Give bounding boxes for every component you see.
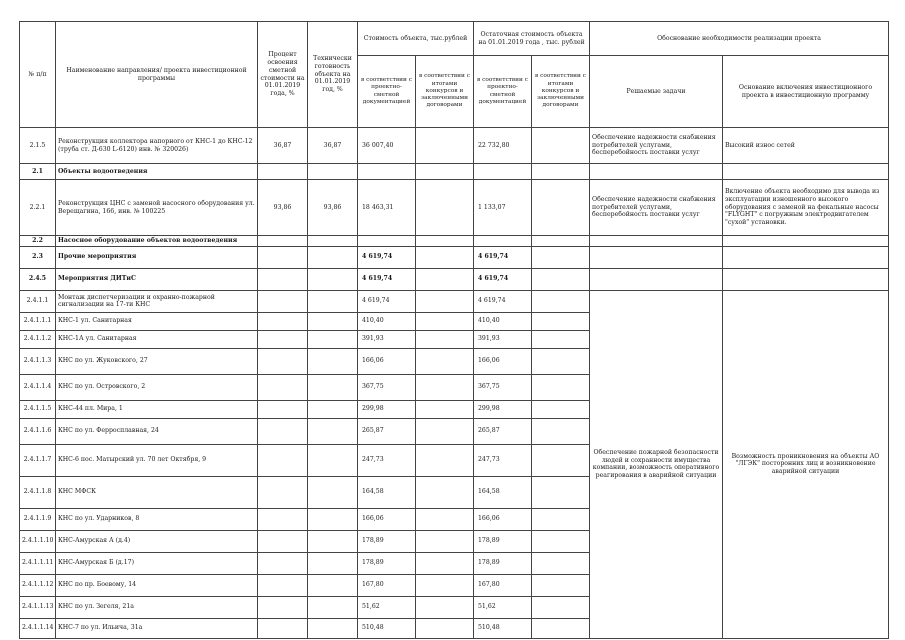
merged-basis: Возможность проникновения на объекты АО "ЛГЭК" посторонних лиц и возникновение аварийной ситуации bbox=[723, 290, 889, 638]
row-num: 2.4.1.1 bbox=[20, 290, 56, 312]
row-num: 2.4.5 bbox=[20, 268, 56, 290]
row-cost: 18 463,31 bbox=[358, 180, 416, 236]
row-cost: 367,75 bbox=[358, 374, 416, 400]
row-cost: 265,87 bbox=[358, 418, 416, 444]
header-rest-group: Остаточная стоимость объекта на 01.01.2019 года , тыс. рублей bbox=[474, 22, 590, 56]
table-row bbox=[20, 180, 889, 236]
row-rest: 22 732,80 bbox=[474, 128, 532, 164]
header-cost-b: в соответствии с итогами конкурсов и заключенными договорами bbox=[416, 56, 474, 128]
row-rest: 51,62 bbox=[474, 596, 532, 618]
row-cost-contract bbox=[416, 180, 474, 236]
row-num: 2.4.1.1.11 bbox=[20, 552, 56, 574]
row-cost: 510,48 bbox=[358, 618, 416, 638]
row-rest: 299,98 bbox=[474, 400, 532, 418]
row-rest: 410,40 bbox=[474, 312, 532, 330]
row-basis: Включение объекта необходимо для вывода из эксплуатации изношенного высокого оборудования с заменой на фекальные насосы "FLYGHT" с погружным электродвигателем "сухой" установки. bbox=[723, 180, 889, 236]
row-name: Монтаж диспетчеризации и охранно-пожарной сигнализации на 17-ти КНС bbox=[56, 290, 258, 312]
row-num: 2.4.1.1.10 bbox=[20, 530, 56, 552]
row-name: Мероприятия ДИТиС bbox=[56, 268, 258, 290]
row-rest: 178,89 bbox=[474, 530, 532, 552]
row-tech: 93,86 bbox=[308, 180, 358, 236]
row-num: 2.4.1.1.1 bbox=[20, 312, 56, 330]
row-cost: 36 007,40 bbox=[358, 128, 416, 164]
row-tech: 36,87 bbox=[308, 128, 358, 164]
row-rest-contract bbox=[532, 180, 590, 236]
row-num: 2.4.1.1.13 bbox=[20, 596, 56, 618]
row-cost: 164,58 bbox=[358, 476, 416, 508]
row-rest: 166,06 bbox=[474, 348, 532, 374]
row-rest-contract bbox=[532, 128, 590, 164]
row-rest: 4 619,74 bbox=[474, 246, 532, 268]
table-row bbox=[20, 246, 889, 268]
row-name: КНС-1А ул. Санитарная bbox=[56, 330, 258, 348]
row-task: Обеспечение надежности снабжения потребителей услугами, бесперебойность поставки услуг bbox=[590, 128, 723, 164]
row-rest: 4 619,74 bbox=[474, 268, 532, 290]
row-num: 2.4.1.1.7 bbox=[20, 444, 56, 476]
row-name: КНС по ул. Ферросплавная, 24 bbox=[56, 418, 258, 444]
row-cost: 178,89 bbox=[358, 552, 416, 574]
row-rest: 167,80 bbox=[474, 574, 532, 596]
row-name: КНС по ул. Ударников, 8 bbox=[56, 508, 258, 530]
row-rest: 164,58 bbox=[474, 476, 532, 508]
row-num: 2.4.1.1.4 bbox=[20, 374, 56, 400]
row-num: 2.2.1 bbox=[20, 180, 56, 236]
row-num: 2.4.1.1.14 bbox=[20, 618, 56, 638]
row-name: КНС по ул. Жуковского, 27 bbox=[56, 348, 258, 374]
row-name: КНС-7 по ул. Ильича, 31а bbox=[56, 618, 258, 638]
row-cost: 178,89 bbox=[358, 530, 416, 552]
header-rest-b: в соответствии с итогами конкурсов и заключенными договорами bbox=[532, 56, 590, 128]
row-rest: 367,75 bbox=[474, 374, 532, 400]
row-rest: 247,73 bbox=[474, 444, 532, 476]
row-name: КНС по ул. Островского, 2 bbox=[56, 374, 258, 400]
row-cost: 166,06 bbox=[358, 348, 416, 374]
investment-program-table bbox=[19, 21, 889, 639]
row-name: Насосное оборудование объектов водоотведения bbox=[56, 236, 258, 247]
header-just-b: Основание включения инвестиционного проекта в инвестиционную программу bbox=[723, 56, 889, 128]
row-num: 2.3 bbox=[20, 246, 56, 268]
row-cost: 4 619,74 bbox=[358, 290, 416, 312]
row-num: 2.4.1.1.2 bbox=[20, 330, 56, 348]
row-name: Прочие мероприятия bbox=[56, 246, 258, 268]
row-cost: 4 619,74 bbox=[358, 246, 416, 268]
row-rest: 4 619,74 bbox=[474, 290, 532, 312]
row-num: 2.4.1.1.3 bbox=[20, 348, 56, 374]
row-name: КНС-Амурская А (д.4) bbox=[56, 530, 258, 552]
merged-task: Обеспечение пожарной безопасности людей и сохранности имущества компании, возможность оперативного реагирования в аварийной ситуации bbox=[590, 290, 723, 638]
row-rest: 510,48 bbox=[474, 618, 532, 638]
table-row bbox=[20, 236, 889, 247]
row-name: КНС-Амурская Б (д.17) bbox=[56, 552, 258, 574]
table-row bbox=[20, 290, 889, 312]
row-num: 2.2 bbox=[20, 236, 56, 247]
row-name: КНС-6 пос. Матырский ул. 70 лет Октября, 9 bbox=[56, 444, 258, 476]
table-row bbox=[20, 128, 889, 164]
row-cost: 391,93 bbox=[358, 330, 416, 348]
row-num: 2.1.5 bbox=[20, 128, 56, 164]
header-rest-a: в соответствии с проектно-сметной документацией bbox=[474, 56, 532, 128]
header-just-group: Обоснование необходимости реализации проекта bbox=[590, 22, 889, 56]
header-pct: Процент освоения сметной стоимости на 01.01.2019 года, % bbox=[258, 22, 308, 128]
row-name: КНС МФСК bbox=[56, 476, 258, 508]
row-name: Объекты водоотведения bbox=[56, 164, 258, 180]
row-num: 2.4.1.1.9 bbox=[20, 508, 56, 530]
row-name: КНС по пр. Боевому, 14 bbox=[56, 574, 258, 596]
row-cost: 410,40 bbox=[358, 312, 416, 330]
row-num: 2.4.1.1.5 bbox=[20, 400, 56, 418]
row-name: Реконструкция ЦНС с заменой насосного оборудования ул. Верещагина, 166, инв. № 100225 bbox=[56, 180, 258, 236]
row-task: Обеспечение надежности снабжения потребителей услугами, бесперебойность поставки услуг bbox=[590, 180, 723, 236]
row-name: КНС по ул. Зегеля, 21а bbox=[56, 596, 258, 618]
row-pct: 36,87 bbox=[258, 128, 308, 164]
row-cost: 51,62 bbox=[358, 596, 416, 618]
row-rest: 1 133,07 bbox=[474, 180, 532, 236]
row-cost: 4 619,74 bbox=[358, 268, 416, 290]
table-row bbox=[20, 268, 889, 290]
table-row bbox=[20, 164, 889, 180]
row-pct: 93,86 bbox=[258, 180, 308, 236]
header-tech: Технически готовность объекта на 01.01.2019 год, % bbox=[308, 22, 358, 128]
header-name: Наименование направления/ проекта инвестиционной программы bbox=[56, 22, 258, 128]
row-basis: Высокий износ сетей bbox=[723, 128, 889, 164]
row-rest: 166,06 bbox=[474, 508, 532, 530]
row-rest: 391,93 bbox=[474, 330, 532, 348]
header-just-a: Решаемые задачи bbox=[590, 56, 723, 128]
row-rest: 265,87 bbox=[474, 418, 532, 444]
row-cost: 299,98 bbox=[358, 400, 416, 418]
row-rest: 178,89 bbox=[474, 552, 532, 574]
row-cost: 247,73 bbox=[358, 444, 416, 476]
header-cost-group: Стоимость объекта, тыс.рублей bbox=[358, 22, 474, 56]
row-name: Реконструкция коллектора напорного от КНС-1 до КНС-12 (труба ст. Д-630 L-6120) инв. № 320026) bbox=[56, 128, 258, 164]
row-num: 2.4.1.1.8 bbox=[20, 476, 56, 508]
row-name: КНС-1 ул. Санитарная bbox=[56, 312, 258, 330]
row-num: 2.4.1.1.6 bbox=[20, 418, 56, 444]
row-num: 2.4.1.1.12 bbox=[20, 574, 56, 596]
row-num: 2.1 bbox=[20, 164, 56, 180]
row-cost: 166,06 bbox=[358, 508, 416, 530]
row-cost-contract bbox=[416, 128, 474, 164]
row-name: КНС-44 пл. Мира, 1 bbox=[56, 400, 258, 418]
header-cost-a: в соответствии с проектно-сметной документацией bbox=[358, 56, 416, 128]
header-num: № п/п bbox=[20, 22, 56, 128]
row-cost: 167,80 bbox=[358, 574, 416, 596]
